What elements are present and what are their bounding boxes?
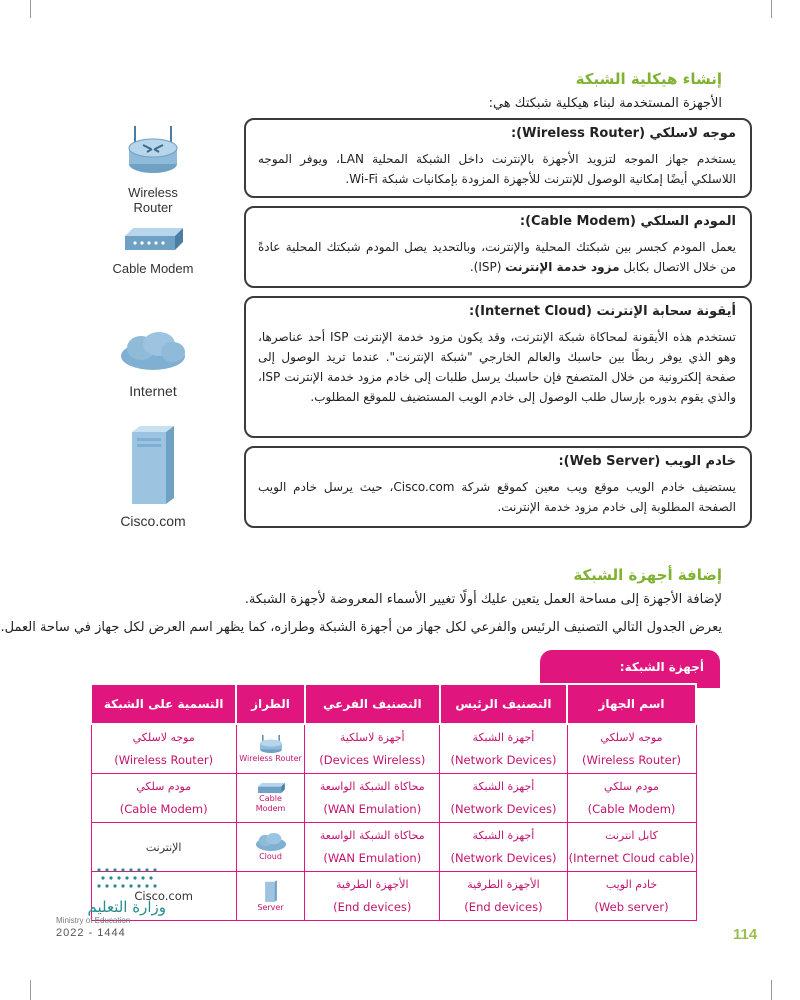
column-header: التصنيف الرئيس (440, 684, 567, 724)
ministry-logo (56, 898, 166, 939)
table-row (91, 774, 696, 823)
internet-cloud-box (244, 296, 752, 438)
web-server-box (244, 446, 752, 528)
table-header-row (91, 684, 696, 724)
column-header: اسم الجهاز (567, 684, 696, 724)
cell-model (236, 823, 304, 872)
ministry-logo-icon (95, 866, 161, 892)
ministry-name-ar: وزارة التعليم (87, 898, 166, 916)
model-label: Wireless Router (239, 754, 302, 763)
box-text: يستخدم جهاز الموجه لتزويد الأجهزة بالإنترنت داخل الشبكة المحلية LAN، ويوفر الموجه اللاسلكي أيضًا إمكانية الوصول للإنترنت للأجهزة المزودة بإمكانيات شبكة Wi-Fi. (258, 152, 737, 186)
cloud-icon (254, 832, 288, 852)
cell-model (236, 774, 304, 823)
section-intro: الأجهزة المستخدمة لبناء هيكلية شبكتك هي: (488, 96, 722, 111)
crop-mark (771, 980, 772, 1000)
cell-main-category: أجهزة الشبكة (Network Devices) (440, 724, 567, 774)
device-label: Wireless Router (128, 185, 178, 215)
section-title-add-devices: إضافة أجهزة الشبكة (573, 566, 722, 584)
table-caption-tab: أجهزة الشبكة: (540, 650, 720, 688)
section-paragraph: يعرض الجدول التالي التصنيف الرئيس والفرعي لكل جهاز من أجهزة الشبكة وطرازه، كما يظهر اسم العرض لكل جهاز في ساحة العمل. (0, 620, 722, 635)
box-title: المودم السلكي (Cable Modem): (519, 214, 736, 229)
table-row (91, 872, 696, 921)
box-text: يستضيف خادم الويب موقع ويب معين كموقع شركة Cisco.com، حيث يرسل خادم الويب الصفحة المطلوبة إلى خادم مزود خدمة الإنترنت. (258, 480, 736, 514)
cell-main-category: أجهزة الشبكة (Network Devices) (440, 823, 567, 872)
table-row (91, 724, 696, 774)
cloud-icon (117, 330, 189, 372)
isp-term: مزود خدمة الإنترنت (505, 260, 620, 274)
server-icon (128, 424, 178, 506)
edition-year: 2022 - 1444 (56, 927, 126, 939)
internet-cloud-device (108, 330, 198, 399)
wireless-router-device (108, 122, 198, 215)
model-label: Server (257, 903, 284, 912)
wireless-router-icon (125, 122, 181, 178)
cell-device-name: مودم سلكي (Cable Modem) (567, 774, 696, 823)
section-paragraph: لإضافة الأجهزة إلى مساحة العمل يتعين عليك أولًا تغيير الأسماء المعروضة لأجهزة الشبكة. (244, 592, 722, 607)
device-label: Internet (129, 383, 177, 399)
cell-sub-category: الأجهزة الطرفية (End devices) (305, 872, 440, 921)
wireless-router-icon (258, 734, 284, 754)
cell-network-label: Cisco.com (91, 872, 236, 921)
box-text: يعمل المودم كجسر بين شبكتك المحلية والإنترنت، وبالتحديد يصل المودم شبكتك المحلية عادةً من خلال الاتصال بكابل مزود خدمة الإنترنت (ISP). (258, 240, 736, 274)
wireless-router-box (244, 118, 752, 198)
box-text: تستخدم هذه الأيقونة لمحاكاة شبكة الإنترنت، وقد يكون مزود خدمة الإنترنت ISP أحد عناصرها، وهو الذي يوفر ربطًا بين حاسبك والعالم الخارجي "شبكة الإنترنت". عندما تريد الوصول إلى صفحة إلكترونية من خلال المتصفح فإن حاسبك يرسل طلبات إلى خادم مزود خدمة الإنترنت ISP، والذي يقوم بدوره بإرسال طلب الوصول إلى خادم الويب المستضيف للموقع المطلوب. (258, 330, 736, 404)
page-number: 114 (733, 926, 758, 943)
crop-mark (771, 0, 772, 18)
table-row (91, 823, 696, 872)
device-label: Cable Modem (112, 261, 194, 276)
cable-modem-icon (256, 782, 286, 794)
column-header: الطراز (236, 684, 304, 724)
cell-network-label: موجه لاسلكي (Wireless Router) (91, 724, 236, 774)
cell-sub-category: محاكاة الشبكة الواسعة (WAN Emulation) (305, 774, 440, 823)
ministry-name-en: Ministry of Education (56, 916, 131, 925)
web-server-device (108, 424, 198, 529)
box-title: موجه لاسلكي (Wireless Router): (510, 126, 736, 141)
section-title-topology: إنشاء هيكلية الشبكة (575, 70, 722, 88)
cable-modem-box (244, 206, 752, 288)
cell-device-name: كابل انترنت (Internet Cloud cable) (567, 823, 696, 872)
cell-model (236, 872, 304, 921)
cell-device-name: خادم الويب (Web server) (567, 872, 696, 921)
cell-main-category: الأجهزة الطرفية (End devices) (440, 872, 567, 921)
crop-mark (30, 980, 31, 1000)
cell-device-name: موجه لاسلكي (Wireless Router) (567, 724, 696, 774)
crop-mark (30, 0, 31, 18)
box-title: أيقونة سحابة الإنترنت (Internet Cloud): (469, 304, 736, 319)
cell-network-label: الإنترنت (91, 823, 236, 872)
column-header: التصنيف الفرعي (305, 684, 440, 724)
box-title: خادم الويب (Web Server): (558, 454, 736, 469)
cable-modem-device (106, 226, 200, 276)
cell-model (236, 724, 304, 774)
device-label: Cisco.com (120, 513, 186, 529)
devices-table (90, 683, 697, 921)
cable-modem-icon (121, 226, 185, 252)
column-header: التسمية على الشبكة (91, 684, 236, 724)
cell-main-category: أجهزة الشبكة (Network Devices) (440, 774, 567, 823)
model-label: Cloud (259, 852, 282, 861)
cell-sub-category: أجهزة لاسلكية (Devices Wireless) (305, 724, 440, 774)
cell-network-label: مودم سلكي (Cable Modem) (91, 774, 236, 823)
cell-sub-category: محاكاة الشبكة الواسعة (WAN Emulation) (305, 823, 440, 872)
model-label: Cable Modem (255, 794, 286, 813)
server-icon (264, 879, 278, 903)
